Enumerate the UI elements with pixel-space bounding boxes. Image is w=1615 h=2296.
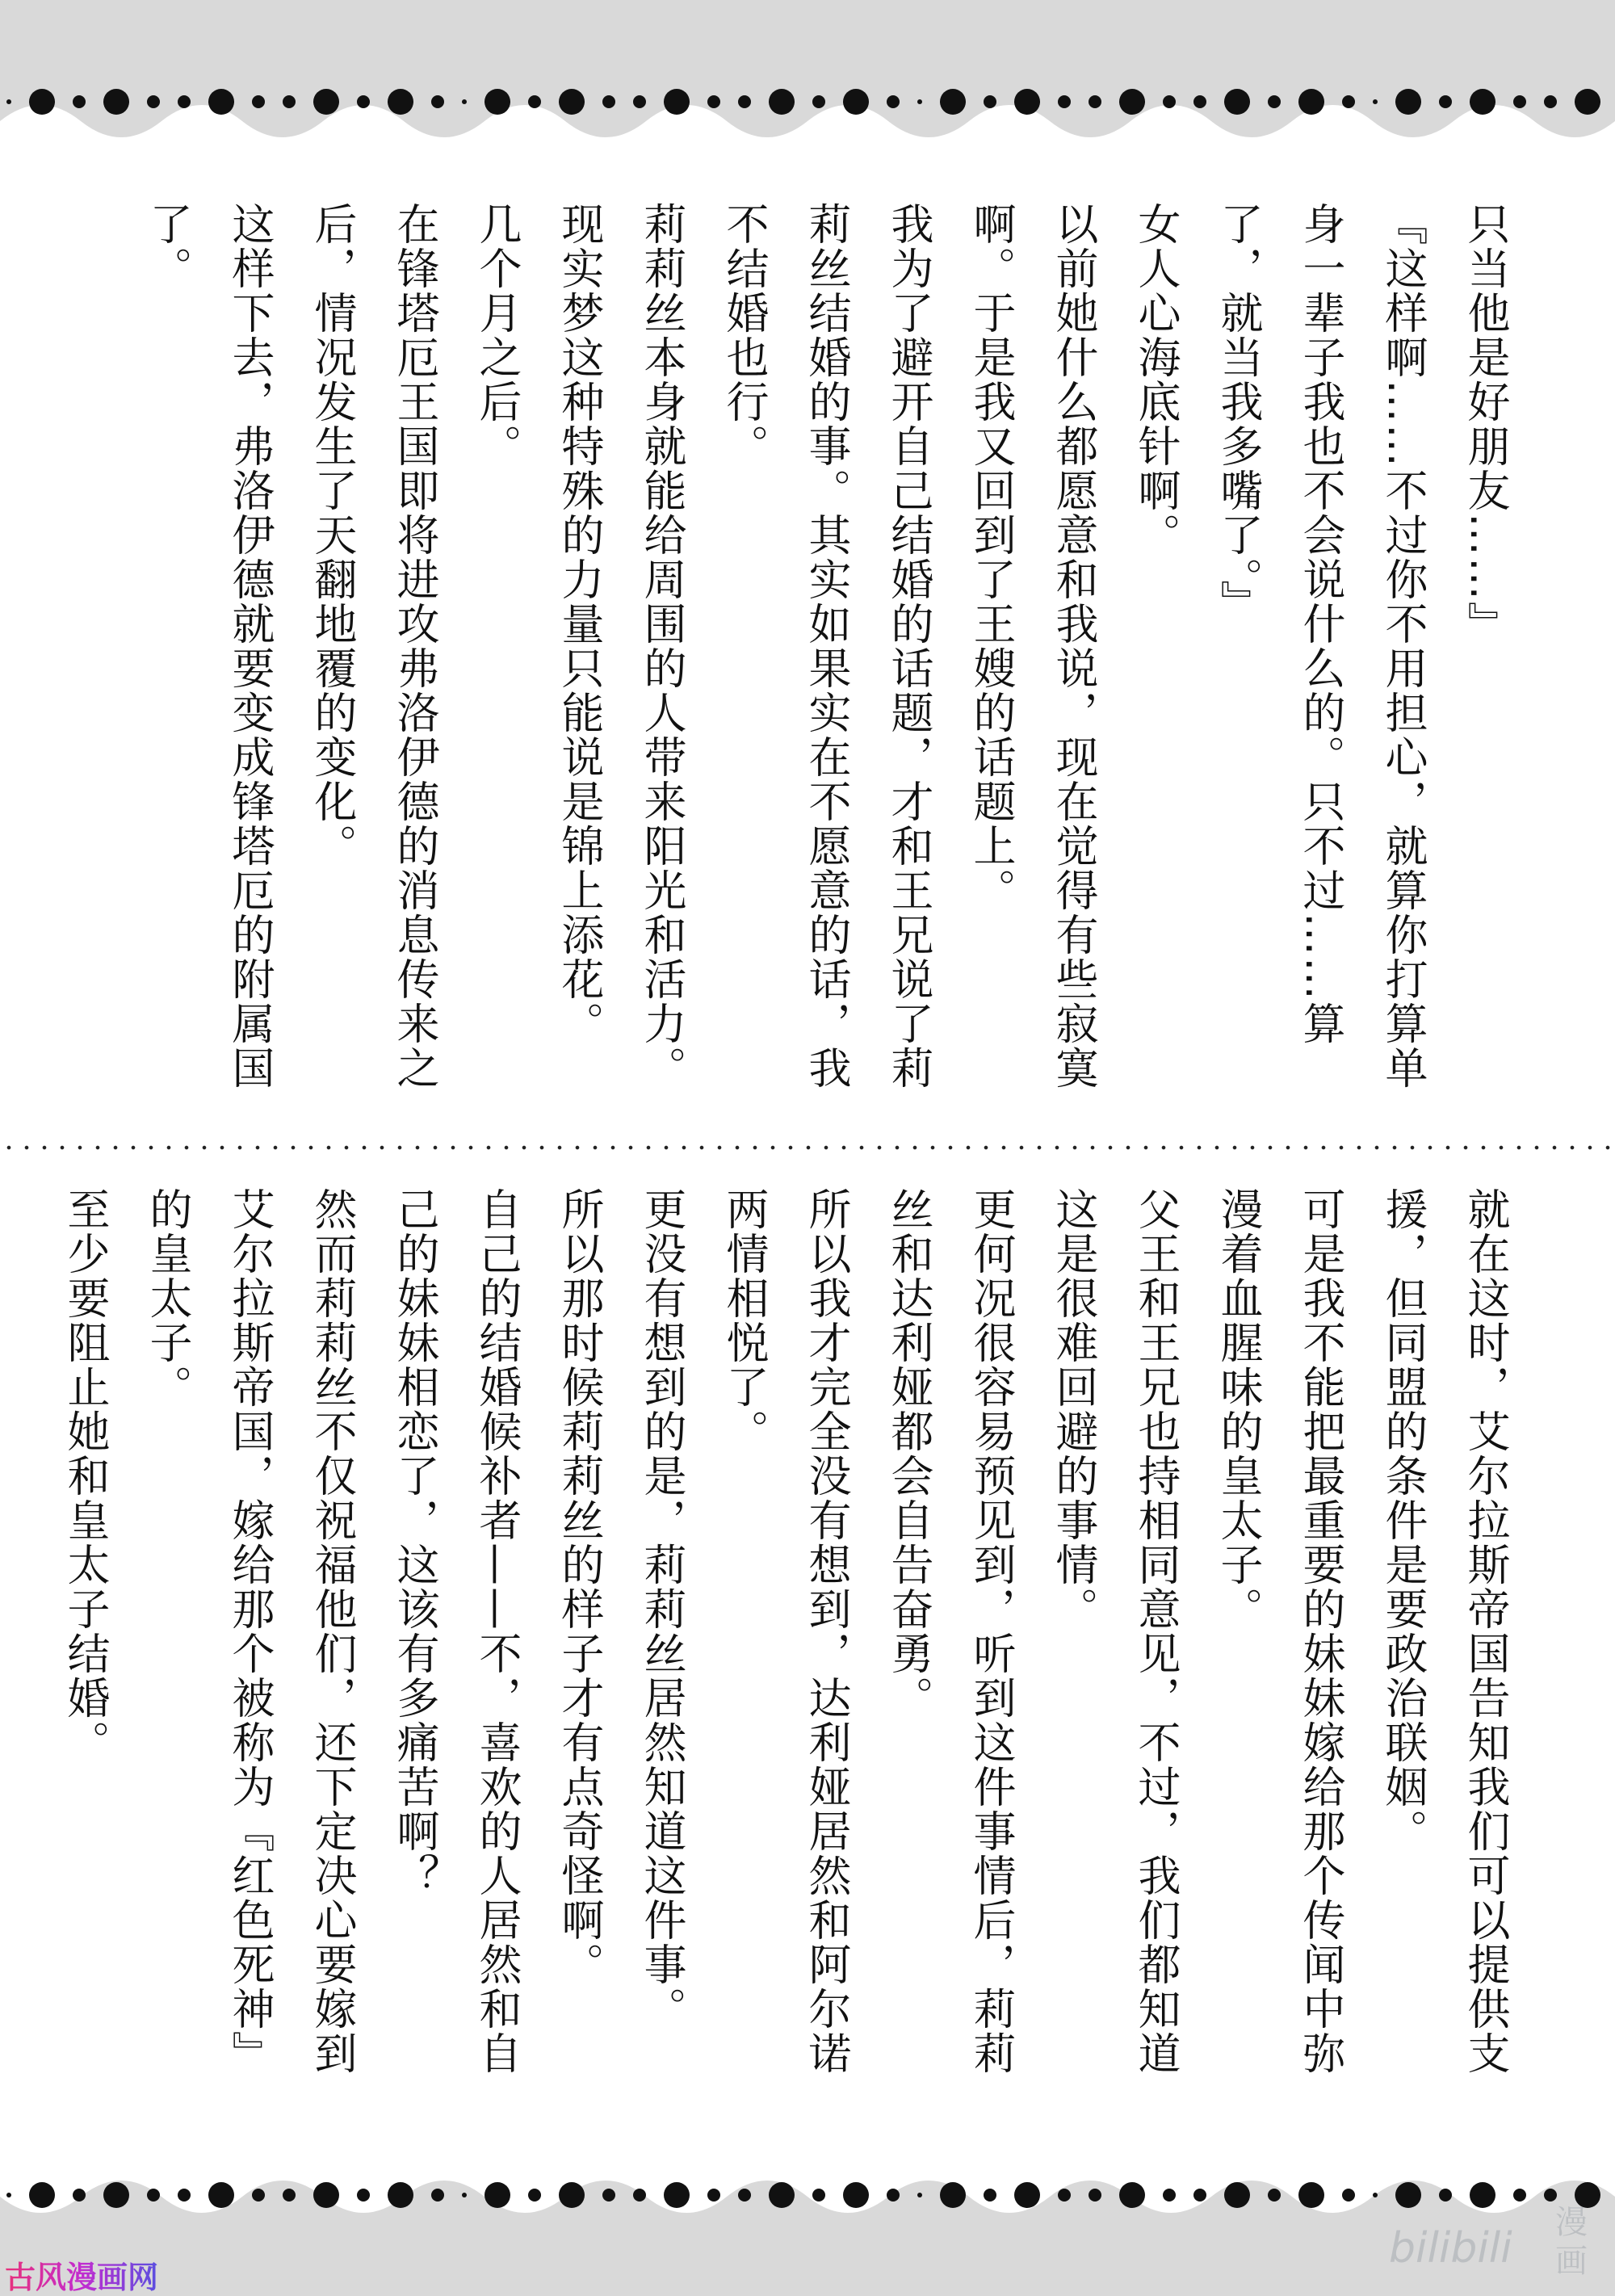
decor-dot — [178, 95, 191, 108]
decor-dot — [1119, 89, 1145, 115]
decor-dot — [917, 99, 922, 104]
paragraph: 几个月之后。 — [472, 202, 522, 468]
decor-dot — [633, 95, 646, 108]
decor-dot — [940, 2182, 966, 2208]
decor-dot — [984, 95, 996, 108]
bottom-decorative-band — [0, 2172, 1615, 2296]
decor-dot — [1193, 95, 1206, 108]
decor-dot — [528, 2189, 541, 2202]
decor-dot — [1014, 2182, 1040, 2208]
paragraph: 更没有想到的是，莉莉丝居然知道这件事。 — [637, 1187, 686, 2031]
decor-dot — [664, 89, 690, 115]
decor-dot — [843, 89, 869, 115]
decor-dot — [887, 95, 900, 108]
paragraph: 只当他是好朋友……』 — [1461, 202, 1510, 646]
decor-dot — [843, 2182, 869, 2208]
decor-dot — [887, 2189, 900, 2202]
decor-dot — [1014, 89, 1040, 115]
decor-dot — [559, 2182, 585, 2208]
decor-dot — [252, 2189, 265, 2202]
manga-tag-1: 漫 — [1555, 2204, 1588, 2241]
decor-dot — [984, 2189, 996, 2202]
decor-dot — [1342, 2189, 1355, 2202]
paragraph: 我为了避开自己结婚的话题，才和王兄说了莉莉丝结婚的事。其实如果实在不愿意的话，我不结婚也行。 — [719, 202, 933, 1090]
decor-dot — [1089, 95, 1101, 108]
paragraph: 至少要阻止她和皇太子结婚。 — [61, 1187, 110, 1765]
decor-dot — [812, 2189, 825, 2202]
paragraph: 然而莉莉丝不仅祝福他们，还下定决心要嫁到艾尔拉斯帝国，嫁给那个被称为『红色死神』的皇太子。 — [143, 1187, 357, 2076]
decor-dot — [73, 95, 86, 108]
decor-dot — [178, 2189, 191, 2202]
decor-dot — [1373, 2193, 1378, 2197]
decor-dot — [812, 95, 825, 108]
paragraph: 以前她什么都愿意和我说，现在觉得有些寂寞啊。于是我又回到了王嫂的话题上。 — [967, 202, 1098, 1090]
manga-tag-2: 画 — [1555, 2243, 1588, 2280]
paragraph: 可是我不能把最重要的妹妹嫁给那个传闻中弥漫着血腥味的皇太子。 — [1214, 1187, 1345, 2076]
decor-dot — [431, 2189, 444, 2202]
decor-dot — [6, 2193, 11, 2197]
decor-dot — [1470, 89, 1495, 115]
decor-dot — [1058, 95, 1071, 108]
decor-dot — [1298, 89, 1324, 115]
paragraph: 所以那时候莉莉丝的样子才有点奇怪啊。 — [555, 1187, 604, 1987]
decor-dot — [1224, 2182, 1250, 2208]
decor-dot — [1119, 2182, 1145, 2208]
decor-dot — [707, 95, 720, 108]
decor-dot — [462, 99, 467, 104]
decor-dot — [1268, 95, 1281, 108]
paragraph: 父王和王兄也持相同意见，不过，我们都知道这是很难回避的事情。 — [1049, 1187, 1181, 2076]
decor-dot — [252, 95, 265, 108]
decor-dot — [1373, 99, 1378, 104]
decor-dot — [559, 89, 585, 115]
decor-dot — [1298, 2182, 1324, 2208]
paragraph: 所以我才完全没有想到，达利娅居然和阿尔诺两情相悦了。 — [719, 1187, 851, 2076]
decor-dot — [769, 89, 795, 115]
decor-dot — [388, 2182, 413, 2208]
paragraph: 就在这时，艾尔拉斯帝国告知我们可以提供支援，但同盟的条件是要政治联姻。 — [1378, 1187, 1510, 2076]
bilibili-logo-text: bilibili — [1389, 2224, 1512, 2273]
decor-dot — [29, 89, 55, 115]
decor-dot — [1058, 2189, 1071, 2202]
paragraph: 莉莉丝本身就能给周围的人带来阳光和活力。 — [637, 202, 686, 1090]
decor-dot — [103, 89, 129, 115]
decor-dot — [1439, 95, 1452, 108]
decor-dot — [1513, 95, 1526, 108]
decor-dot — [208, 89, 234, 115]
decor-dot — [388, 89, 413, 115]
paragraph: 这样下去，弗洛伊德就要变成锋塔厄的附属国了。 — [143, 202, 275, 1090]
decor-dot — [738, 95, 751, 108]
decor-dot — [1193, 2189, 1206, 2202]
decor-dot — [208, 2182, 234, 2208]
decor-dot — [1089, 2189, 1101, 2202]
lower-text-section — [61, 1187, 1526, 2116]
decor-dot — [103, 2182, 129, 2208]
decor-dot — [738, 2189, 751, 2202]
decor-dot — [664, 2182, 690, 2208]
decor-dot — [1575, 89, 1600, 115]
decor-dot — [357, 2189, 370, 2202]
decor-dot — [484, 89, 510, 115]
decor-dot — [1342, 95, 1355, 108]
decor-dot — [940, 89, 966, 115]
decor-dot — [707, 2189, 720, 2202]
decor-dot — [1163, 95, 1176, 108]
top-band-svg — [0, 0, 1615, 153]
paragraph: 现实梦这种特殊的力量只能说是锦上添花。 — [555, 202, 604, 1046]
paragraph: 『这样啊……不过你不用担心，就算你打算单身一辈子我也不会说什么的。只不过……算了，就当我多嘴了。』 — [1214, 202, 1428, 1090]
dotted-divider — [0, 1145, 1615, 1150]
decor-dot — [602, 95, 615, 108]
bilibili-watermark — [1389, 2197, 1599, 2286]
decor-dot — [283, 95, 296, 108]
bottom-band-svg — [0, 2172, 1615, 2296]
decor-dot — [29, 2182, 55, 2208]
decor-dot — [602, 2189, 615, 2202]
paragraph: 在锋塔厄王国即将进攻弗洛伊德的消息传来之后，情况发生了天翻地覆的变化。 — [308, 202, 439, 1090]
decor-dot — [147, 95, 160, 108]
decor-dot — [769, 2182, 795, 2208]
decor-dot — [147, 2189, 160, 2202]
decor-dot — [1268, 2189, 1281, 2202]
decor-dot — [462, 2193, 467, 2197]
paragraph: 女人心海底针啊。 — [1131, 202, 1181, 557]
decor-dot — [1224, 89, 1250, 115]
decor-dot — [1163, 2189, 1176, 2202]
decor-dot — [1544, 95, 1557, 108]
decor-dot — [357, 95, 370, 108]
decor-dot — [917, 2193, 922, 2197]
decor-dot — [313, 2182, 339, 2208]
decor-dot — [633, 2189, 646, 2202]
decor-dot — [431, 95, 444, 108]
paragraph: 自己的结婚候补者——不，喜欢的人居然和自己的妹妹相恋了，这该有多痛苦啊？ — [390, 1187, 522, 2076]
decor-dot — [484, 2182, 510, 2208]
paragraph: 更何况很容易预见到，听到这件事情后，莉莉丝和达利娅都会自告奋勇。 — [884, 1187, 1016, 2076]
decor-dot — [528, 95, 541, 108]
site-watermark-name: 古风漫画网 — [5, 2260, 159, 2295]
decor-dot — [1395, 89, 1421, 115]
decor-dot — [313, 89, 339, 115]
decor-dot — [73, 2189, 86, 2202]
decor-dot — [283, 2189, 296, 2202]
upper-text-section — [73, 202, 1526, 1114]
decor-dot — [6, 99, 11, 104]
top-decorative-band — [0, 0, 1615, 153]
